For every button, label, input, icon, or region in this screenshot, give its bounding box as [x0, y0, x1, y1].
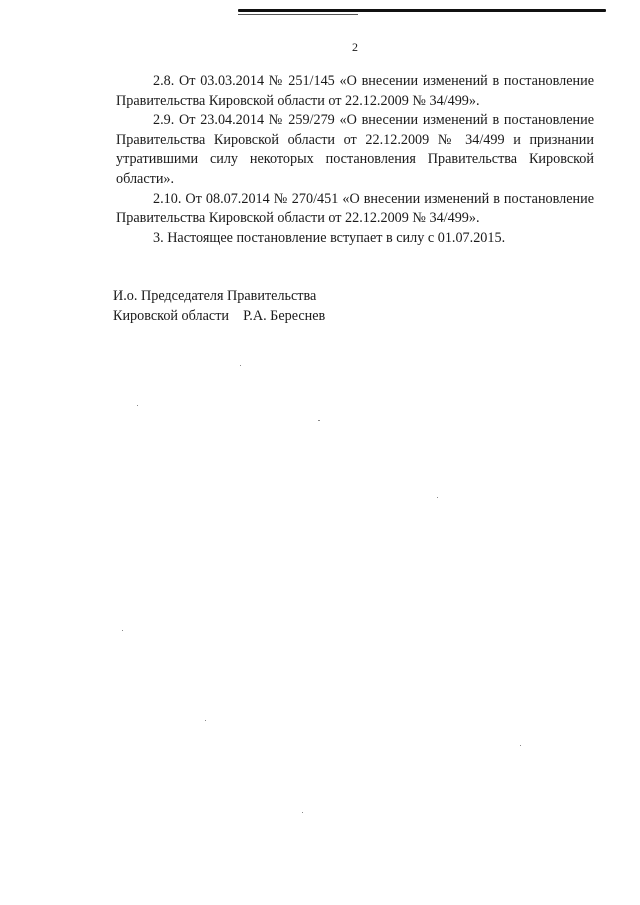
header-rule: [238, 9, 606, 12]
scan-speck: [437, 497, 438, 498]
header-rule-thin: [238, 14, 358, 15]
scan-speck: [240, 365, 241, 366]
scan-speck: [302, 812, 303, 813]
paragraph-3: 3. Настоящее постановление вступает в силу с 01.07.2015.: [153, 229, 506, 246]
paragraph-2-9: 2.9. От 23.04.2014 № 259/279 «О внесении изменений в постановление Правительства Кировской области от 22.12.2009 № 34/499 и признании утратившими силу некоторых постановления Правительства Кировской области».: [116, 112, 594, 187]
paragraph-2-10: 2.10. От 08.07.2014 № 270/451 «О внесении изменений в постановление Правительства Кировской области от 22.12.2009 № 34/499».: [116, 190, 594, 227]
scan-speck: [205, 720, 206, 721]
signature-name: Кировской области Р.А. Береснев: [113, 307, 326, 324]
scan-speck: [520, 745, 521, 746]
signature-title: И.о. Председателя Правительства: [113, 288, 317, 304]
scan-speck: [318, 420, 320, 421]
signature-block: [113, 287, 325, 326]
scan-speck: [122, 630, 123, 631]
page-number: 2: [352, 40, 358, 54]
paragraph-2-8: 2.8. От 03.03.2014 № 251/145 «О внесении изменений в постановление Правительства Кировской области от 22.12.2009 № 34/499».: [116, 73, 594, 109]
document-body: [116, 72, 594, 248]
scan-speck: [137, 405, 138, 406]
